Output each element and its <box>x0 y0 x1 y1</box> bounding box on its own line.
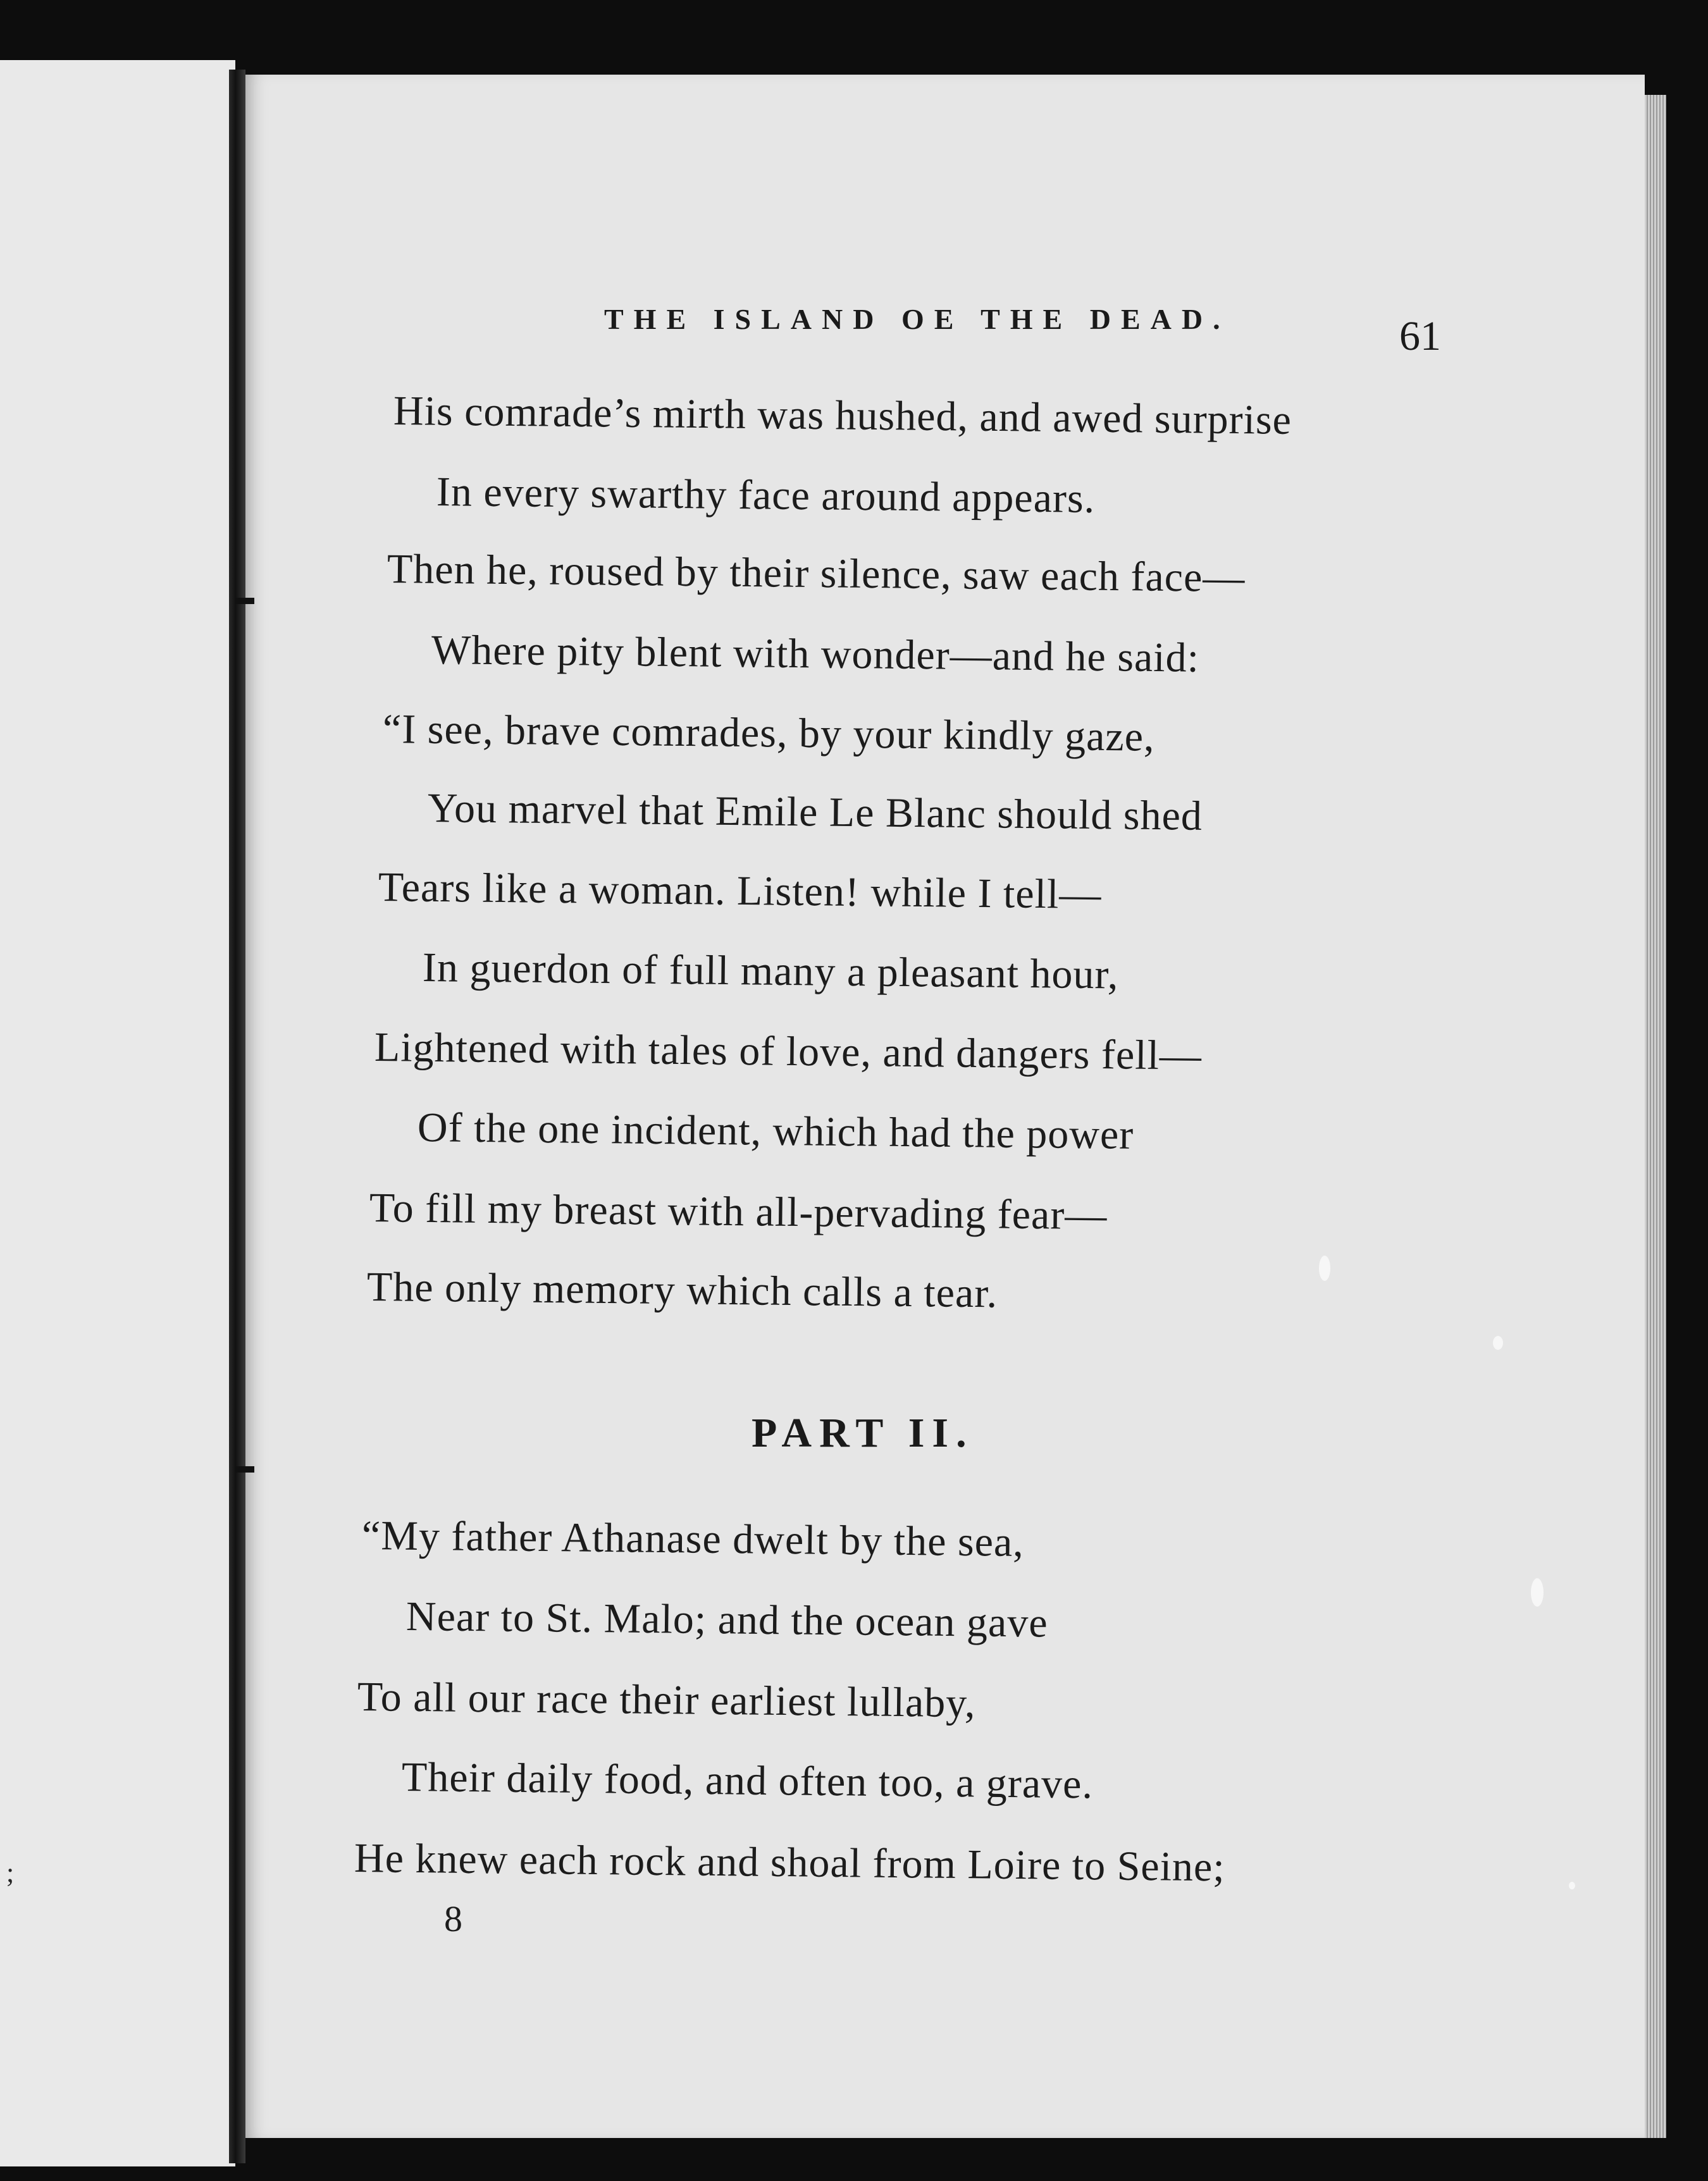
verse-line: He knew each rock and shoal from Loire to Seine; <box>354 1835 1226 1891</box>
verse-line: Tears like a woman. Listen! while I tell— <box>378 864 1102 918</box>
verse-line: Near to St. Malo; and the ocean gave <box>405 1593 1048 1647</box>
verse-line: In every swarthy face around appears. <box>436 469 1096 522</box>
paper-speck <box>1531 1578 1544 1607</box>
paper-speck <box>1319 1256 1330 1281</box>
page-number: 61 <box>1399 313 1441 359</box>
binding-gutter <box>229 70 245 2163</box>
verse-line: Then he, roused by their silence, saw each face— <box>387 546 1246 602</box>
verse-line: Of the one incident, which had the power <box>417 1104 1134 1158</box>
left-facing-page <box>0 60 235 2166</box>
verse-line: Their daily food, and often too, a grave. <box>401 1754 1094 1808</box>
verse-line: “My father Athanase dwelt by the sea, <box>361 1512 1025 1566</box>
paper-speck <box>1493 1336 1503 1350</box>
binding-thread <box>235 598 254 604</box>
running-head: THE ISLAND OE THE DEAD. <box>604 303 1230 335</box>
verse-line: The only memory which calls a tear. <box>366 1264 998 1317</box>
signature-mark: 8 <box>444 1898 462 1939</box>
part-heading: PART II. <box>752 1410 974 1456</box>
verse-line: You marvel that Emile Le Blanc should shed <box>427 785 1203 839</box>
verse-line: Lightened with tales of love, and dangers fell— <box>374 1024 1203 1079</box>
page-edges <box>1645 95 1666 2138</box>
binding-thread <box>235 1466 254 1473</box>
left-page-mark: ; <box>6 1857 15 1888</box>
verse-line: “I see, brave comrades, by your kindly gaze, <box>382 706 1155 760</box>
paper-speck <box>1569 1882 1575 1889</box>
verse-line: In guerdon of full many a pleasant hour, <box>422 944 1119 998</box>
verse-line: To fill my breast with all-pervading fear— <box>369 1185 1108 1239</box>
verse-line: Where pity blent with wonder—and he said: <box>431 627 1200 681</box>
verse-line: To all our race their earliest lullaby, <box>357 1674 976 1727</box>
verse-line: His comrade’s mirth was hushed, and awed surprise <box>393 388 1292 443</box>
